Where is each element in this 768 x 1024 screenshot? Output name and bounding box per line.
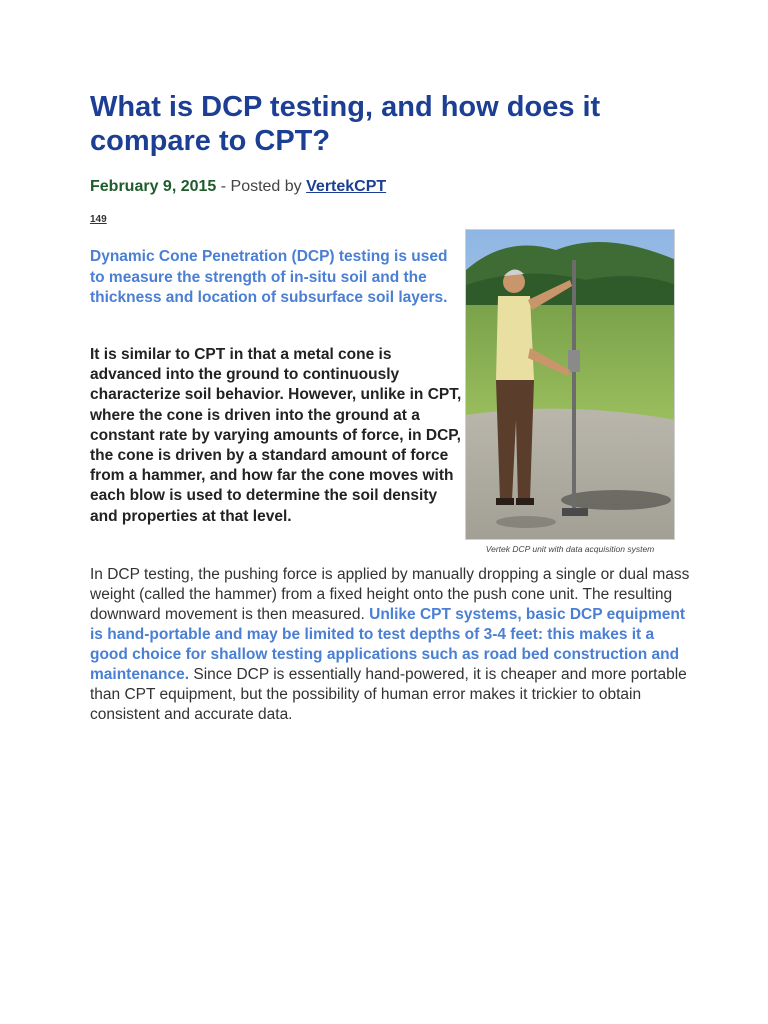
dcp-field-photo	[465, 229, 675, 540]
posted-by-label: - Posted by	[216, 178, 307, 195]
article-title: What is DCP testing, and how does it compare to CPT?	[90, 91, 601, 157]
photo-caption: Vertek DCP unit with data acquisition system	[485, 544, 655, 554]
lead-paragraph: Dynamic Cone Penetration (DCP) testing is used to measure the strength of in-situ soil and the thickness and location of subsurface soil layers.	[90, 248, 448, 306]
post-date: February 9, 2015	[90, 178, 217, 195]
paragraph-3-text-part-1: In DCP testing, the pushing force is applied by manually dropping a single or dual mass weight (called the hammer) from a fixed height onto the push cone unit. The resulting downward movement is then measured.	[90, 566, 690, 623]
paragraph-3-highlight: Unlike CPT systems, basic DCP equipment is hand-portable and may be limited to test depths of 3-4 feet: this makes it a good choice for shallow testing applications such as road bed construction and maintenance.	[90, 606, 685, 683]
dcp-photo-illustration	[466, 230, 675, 540]
body-paragraph-2: It is similar to CPT in that a metal cone is advanced into the ground to continuously characterize soil behavior. However, unlike in CPT, where the cone is driven into the ground at a constant rate by varying amounts of force, in DCP, the cone is driven by a standard amount of force from a hammer, and how far the cone moves with each blow is used to determine the soil density and properties at that level.	[90, 346, 462, 525]
body-paragraph-3	[90, 565, 690, 725]
share-count-link[interactable]: 149	[90, 214, 107, 225]
author-link[interactable]: VertekCPT	[306, 178, 387, 195]
article-meta	[90, 176, 386, 198]
paragraph-3-text-part-2: Since DCP is essentially hand-powered, it is cheaper and more portable than CPT equipment, but the possibility of human error makes it trickier to obtain consistent and accurate data.	[90, 666, 687, 723]
